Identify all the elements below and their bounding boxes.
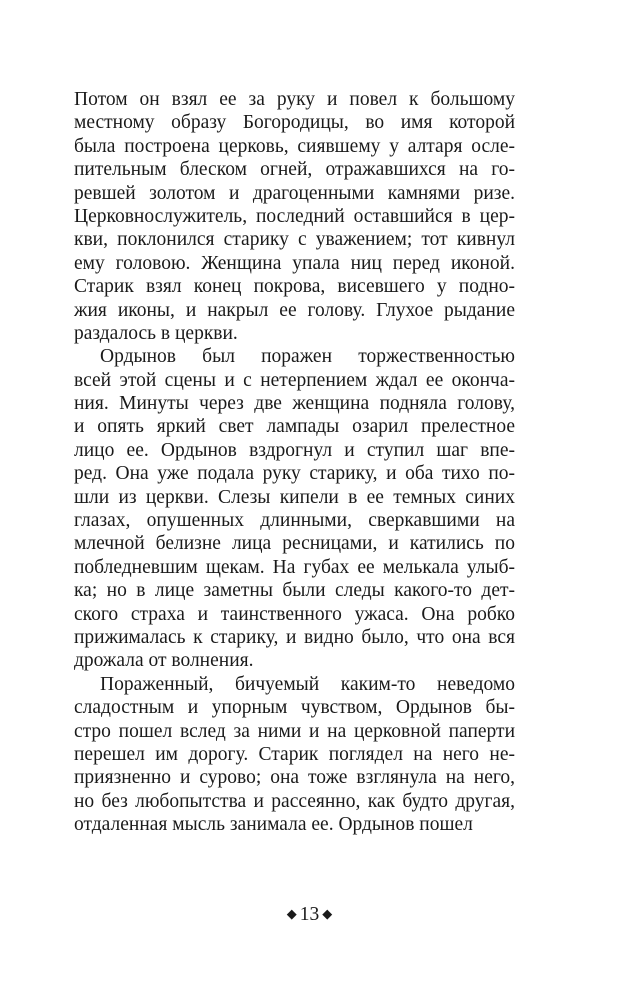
page-number: 13 <box>299 904 320 925</box>
diamond-left-icon: ◆ <box>286 906 297 921</box>
paragraph <box>74 673 515 837</box>
text-line: приязненно и сурово; она тоже взглянула на него, <box>74 767 515 789</box>
text-line: лицо ее. Ордынов вздрогнул и ступил шаг впе- <box>74 439 515 461</box>
text-line: ния. Минуты через две женщина подняла голову, <box>74 393 515 415</box>
text-line: ему головою. Женщина упала ниц перед иконой. <box>74 252 515 274</box>
text-line: млечной белизне лица ресницами, и катились по <box>74 533 515 555</box>
text-line: была построена церковь, сиявшему у алтаря осле- <box>74 135 515 157</box>
page-folio <box>0 902 619 927</box>
text-line: прижималась к старику, и видно было, что она вся <box>74 626 515 648</box>
diamond-right-icon: ◆ <box>322 906 333 921</box>
text-line: дрожала от волнения. <box>74 650 254 672</box>
paragraph <box>74 88 515 345</box>
text-line: Потом он взял ее за руку и повел к большому <box>74 89 515 110</box>
paragraph <box>74 345 515 672</box>
text-line: перешел им дорогу. Старик поглядел на него не- <box>74 743 515 765</box>
text-line: ского страха и таинственного ужаса. Она робко <box>74 603 515 625</box>
text-line: местному образу Богородицы, во имя которой <box>74 112 515 134</box>
text-line: и опять яркий свет лампады озарил прелестное <box>74 416 515 438</box>
text-line: кви, поклонился старику с уважением; тот кивнул <box>74 229 515 251</box>
text-line: Старик взял конец покрова, висевшего у подно- <box>74 276 515 298</box>
text-line: побледневшим щекам. На губах ее мелькала улыб- <box>74 556 515 578</box>
text-line: жия иконы, и накрыл ее голову. Глухое рыдание <box>74 299 515 321</box>
text-line: Ордынов был поражен торжественностью <box>100 346 515 368</box>
text-line: раздалось в церкви. <box>74 322 238 344</box>
text-line: стро пошел вслед за ними и на церковной паперти <box>74 720 515 742</box>
text-line: шли из церкви. Слезы кипели в ее темных синих <box>74 486 515 508</box>
text-line: отдаленная мысль занимала ее. Ордынов пошел <box>74 814 473 836</box>
text-line: глазах, опушенных длинными, сверкавшими на <box>74 510 515 532</box>
text-line: Пораженный, бичуемый каким-то неведомо <box>100 673 515 695</box>
text-line: всей этой сцены и с нетерпением ждал ее оконча- <box>74 369 515 391</box>
text-line: но без любопытства и рассеянно, как будто другая, <box>74 790 515 812</box>
text-line: ревшей золотом и драгоценными камнями ризе. <box>74 182 515 204</box>
text-line: ка; но в лице заметны были следы какого-то дет- <box>74 580 515 602</box>
text-line: сладостным и упорным чувством, Ордынов бы- <box>74 697 515 719</box>
text-line: ред. Она уже подала руку старику, и оба тихо по- <box>74 463 515 485</box>
text-line: Церковнослужитель, последний оставшийся в цер- <box>74 205 515 227</box>
text-line: пительным блеском огней, отражавшихся на го- <box>74 159 515 181</box>
page-text <box>74 88 515 837</box>
